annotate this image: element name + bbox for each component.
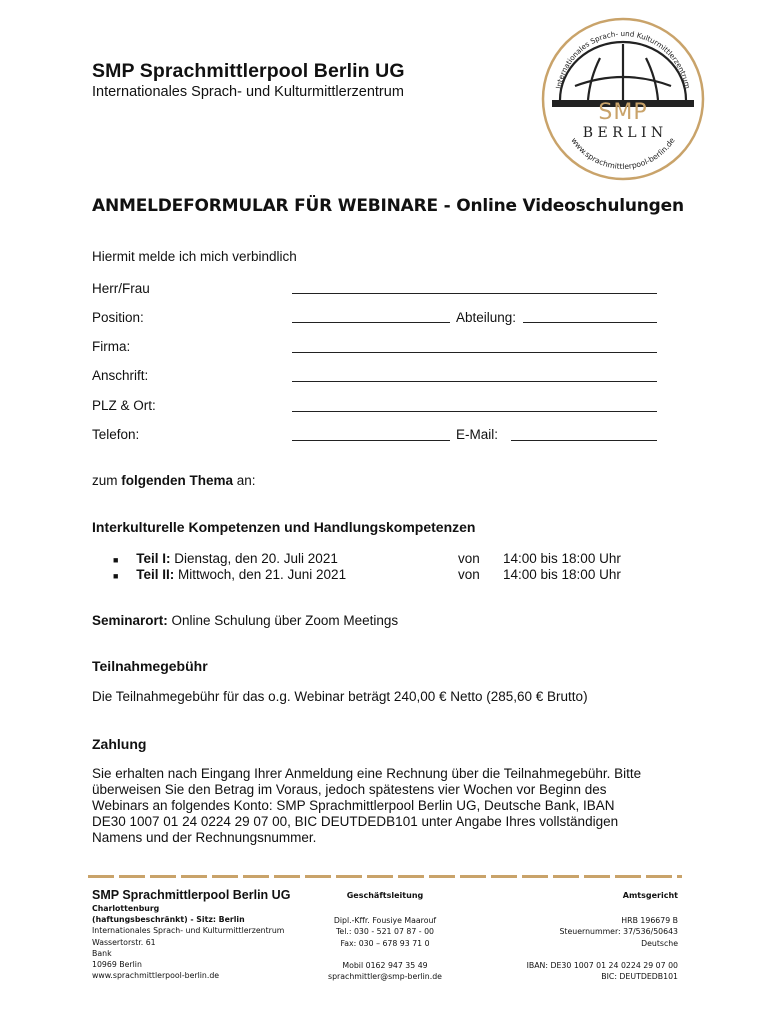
bullet-icon: ■ <box>113 571 119 581</box>
company-subtitle: Internationales Sprach- und Kulturmittlerzentrum <box>92 84 404 100</box>
part-label: Teil II: <box>136 567 175 582</box>
footer-left-line: 10969 Berlin <box>92 960 142 970</box>
topic-pre: zum <box>92 473 122 488</box>
svg-text:www.sprachmittlerpool-berlin.d <box>569 136 676 171</box>
telefon-field[interactable] <box>292 440 450 441</box>
footer-website-link[interactable]: www.sprachmittlerpool-berlin.de <box>92 971 220 981</box>
footer-mid-line: Fax: 030 – 678 93 71 0 <box>340 938 430 948</box>
firma-field[interactable] <box>292 352 657 353</box>
footer-gap <box>520 949 678 960</box>
plz-ort-field[interactable] <box>292 411 657 412</box>
herr-frau-field[interactable] <box>292 293 657 294</box>
footer-left-line: Bank <box>92 948 112 958</box>
part-time: 14:00 bis 18:00 Uhr <box>503 551 621 566</box>
payment-text <box>92 766 672 846</box>
part-von: von <box>458 567 480 582</box>
label-abteilung: Abteilung: <box>456 310 517 325</box>
part-date: Mittwoch, den 21. Juni 2021 <box>174 567 347 582</box>
course-part-2 <box>113 567 346 582</box>
footer-right-heading: Amtsgericht <box>622 891 678 900</box>
label-anschrift: Anschrift: <box>92 368 149 383</box>
position-field[interactable] <box>292 322 450 323</box>
payment-heading: Zahlung <box>92 736 147 752</box>
footer-company: SMP Sprachmittlerpool Berlin UG <box>92 888 291 902</box>
footer-mid-heading: Geschäftsleitung <box>346 891 424 900</box>
seminar-label: Seminarort: <box>92 613 168 628</box>
payment-line: DE30 1007 01 24 0224 29 07 00, BIC DEUTDEDB101 unter Angabe Ihres vollständigen <box>92 814 619 829</box>
intro-text: Hiermit melde ich mich verbindlich <box>92 249 297 264</box>
payment-line: Sie erhalten nach Eingang Ihrer Anmeldung eine Rechnung über die Teilnahmegebühr. Bitte <box>92 766 642 781</box>
footer-right-line: Steuernummer: 37/536/50643 <box>559 927 678 937</box>
topic-bold: folgenden Thema <box>121 473 234 488</box>
payment-line: Webinars an folgendes Konto: SMP Sprachmittlerpool Berlin UG, Deutsche Bank, IBAN <box>92 798 615 813</box>
fee-heading: Teilnahmegebühr <box>92 658 208 674</box>
part-von: von <box>458 551 480 566</box>
label-position: Position: <box>92 310 144 325</box>
footer-left <box>92 887 312 981</box>
smp-berlin-logo <box>540 16 706 182</box>
topic-line <box>92 473 256 488</box>
part-label: Teil I: <box>136 551 171 566</box>
label-plz-ort: PLZ & Ort: <box>92 398 156 413</box>
topic-post: an: <box>233 473 256 488</box>
payment-line: überweisen Sie den Betrag im Voraus, jedoch spätestens vier Wochen vor Beginn des <box>92 782 607 797</box>
footer-left-line: Internationales Sprach- und Kulturmittlerzentrum <box>92 926 285 936</box>
footer-right <box>520 890 678 982</box>
course-title: Interkulturelle Kompetenzen und Handlungskompetenzen <box>92 519 476 535</box>
footer-right-line: HRB 196679 B <box>621 916 678 926</box>
logo-arc-top-text: Internationales Sprach- und Kulturmittlerzentrum <box>553 28 693 90</box>
logo-arc-bottom-text: www.sprachmittlerpool-berlin.de <box>569 136 677 171</box>
footer-email-link[interactable]: sprachmittler@smp-berlin.de <box>328 972 442 982</box>
abteilung-field[interactable] <box>523 322 657 323</box>
footer-right-line: Deutsche <box>641 938 678 948</box>
footer-left-bold: (haftungsbeschränkt) - Sitz: Berlin <box>92 915 245 925</box>
footer-gap <box>310 949 460 960</box>
form-title: ANMELDEFORMULAR FÜR WEBINARE - Online Videoschulungen <box>92 196 684 216</box>
label-herr-frau: Herr/Frau <box>92 281 150 296</box>
seminar-location <box>92 613 398 628</box>
footer-divider <box>88 875 682 878</box>
payment-line: Namens und der Rechnungsnummer. <box>92 830 317 845</box>
footer-right-line: BIC: DEUTDEDB101 <box>601 972 678 982</box>
footer-left-line: Wassertorstr. 61 <box>92 937 156 947</box>
footer-mid-line: Mobil 0162 947 35 49 <box>342 961 428 970</box>
footer-mid-line: Dipl.-Kffr. Fousiye Maarouf <box>333 916 437 926</box>
anschrift-field[interactable] <box>292 381 657 382</box>
label-telefon: Telefon: <box>92 427 140 442</box>
course-part-1 <box>113 551 338 566</box>
footer-left-bold: Charlottenburg <box>92 904 160 913</box>
footer-mid-line: Tel.: 030 - 521 07 87 - 00 <box>335 927 434 937</box>
label-firma: Firma: <box>92 339 131 354</box>
footer-middle <box>310 890 460 982</box>
part-time: 14:00 bis 18:00 Uhr <box>503 567 621 582</box>
logo-smp: SMP <box>598 100 648 125</box>
logo-berlin: B E R L I N <box>582 125 664 141</box>
bullet-icon: ■ <box>113 555 119 565</box>
footer-right-line: IBAN: DE30 1007 01 24 0224 29 07 00 <box>526 961 678 970</box>
label-email: E-Mail: <box>456 427 499 442</box>
email-field[interactable] <box>511 440 657 441</box>
part-date: Dienstag, den 20. Juli 2021 <box>170 551 338 566</box>
company-name: SMP Sprachmittlerpool Berlin UG <box>92 60 405 82</box>
fee-text: Die Teilnahmegebühr für das o.g. Webinar beträgt 240,00 € Netto (285,60 € Brutto) <box>92 689 588 704</box>
seminar-value: Online Schulung über Zoom Meetings <box>167 613 399 628</box>
